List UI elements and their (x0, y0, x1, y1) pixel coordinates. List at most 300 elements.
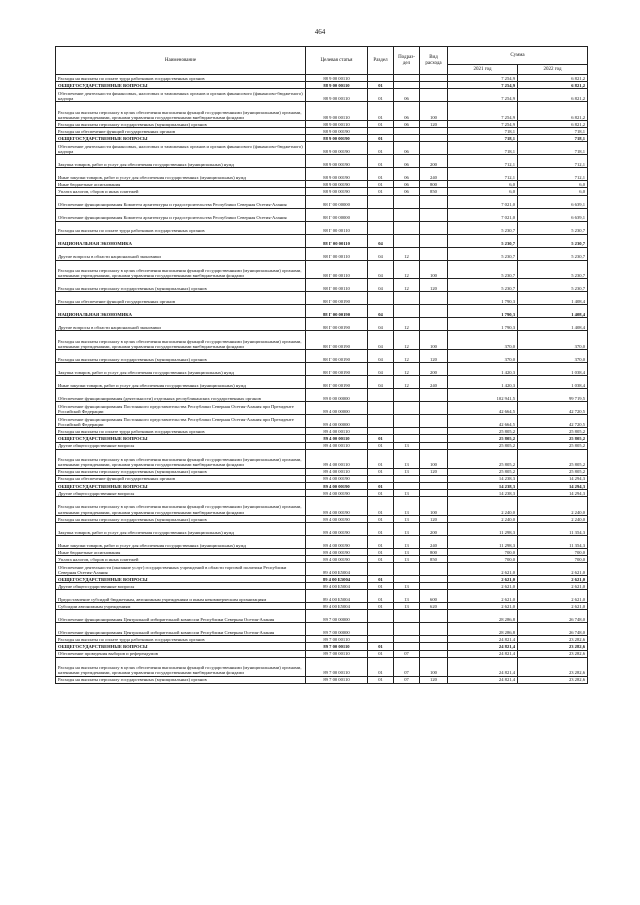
cell-sum-2021: 14 238,3 (448, 475, 518, 482)
cell-sum-2021: 370,0 (448, 331, 518, 350)
cell-sum-2021: 718,1 (448, 128, 518, 135)
cell-sum-2021: 2 621,0 (448, 576, 518, 583)
cell-name: Расходы на выплаты персоналу государственных (муниципальных) органов (56, 350, 306, 363)
cell-subsection: 06 (394, 89, 420, 102)
cell-sum-2022: 370,0 (518, 331, 588, 350)
cell-target: 89 4 00 00000 (306, 415, 368, 428)
cell-expense-type (420, 482, 448, 489)
cell-sum-2021: 700,0 (448, 548, 518, 555)
cell-sum-2022: 6 821,2 (518, 82, 588, 89)
table-row (56, 428, 588, 435)
cell-subsection: 06 (394, 168, 420, 181)
cell-section: 04 (368, 279, 394, 292)
cell-sum-2022: 718,1 (518, 135, 588, 142)
table-row (56, 522, 588, 535)
cell-sum-2021: 2 621,0 (448, 590, 518, 603)
cell-section (368, 195, 394, 208)
table-row (56, 623, 588, 636)
cell-sum-2022: 23 282,6 (518, 643, 588, 650)
cell-sum-2022: 23 282,6 (518, 650, 588, 657)
table-row (56, 535, 588, 548)
table-row (56, 188, 588, 195)
cell-subsection: 07 (394, 676, 420, 683)
cell-section (368, 75, 394, 82)
cell-sum-2021: 718,1 (448, 142, 518, 155)
cell-sum-2021: 2 240,0 (448, 496, 518, 515)
cell-section: 01 (368, 676, 394, 683)
cell-name: Обеспечение функционирования Комитета архитектуры и градостроительства Республики Северная Осетия-Алания (56, 195, 306, 208)
cell-expense-type: 100 (420, 331, 448, 350)
cell-subsection: 13 (394, 515, 420, 522)
cell-target: 89 7 00 00110 (306, 643, 368, 650)
cell-sum-2022: 700,0 (518, 555, 588, 562)
cell-sum-2022: 1 408,4 (518, 292, 588, 305)
cell-sum-2021: 24 821,4 (448, 650, 518, 657)
cell-target: 88 9 00 00110 (306, 102, 368, 121)
cell-subsection (394, 610, 420, 623)
table-row (56, 563, 588, 576)
cell-expense-type: 620 (420, 603, 448, 610)
cell-subsection (394, 402, 420, 415)
table-row (56, 449, 588, 468)
cell-sum-2022: 99 719,5 (518, 389, 588, 402)
cell-sum-2022: 23 282,6 (518, 676, 588, 683)
cell-section: 04 (368, 234, 394, 247)
cell-expense-type: 120 (420, 676, 448, 683)
cell-name: ОБЩЕГОСУДАРСТВЕННЫЕ ВОПРОСЫ (56, 482, 306, 489)
table-row (56, 363, 588, 376)
cell-name: Расходы на выплаты персоналу в целях обеспечения выполнения функций государственными (муниципальными) органами, казенными учреждениями, органами управления государственными внебюджетными фондами (56, 657, 306, 676)
cell-subsection: 13 (394, 468, 420, 475)
cell-target: 88 Г 00 00110 (306, 221, 368, 234)
header-expense-type: Вид расхода (420, 47, 448, 75)
table-row (56, 168, 588, 181)
cell-name: Расходы на выплаты по оплате труда работников государственных органов (56, 221, 306, 234)
cell-name: Закупка товаров, работ и услуг для обеспечения государственных (муниципальных) нужд (56, 363, 306, 376)
cell-sum-2021: 14 238,3 (448, 482, 518, 489)
cell-name: Закупка товаров, работ и услуг для обеспечения государственных (муниципальных) нужд (56, 522, 306, 535)
table-row (56, 402, 588, 415)
cell-sum-2021: 2 621,0 (448, 583, 518, 590)
cell-sum-2022: 5 230,7 (518, 279, 588, 292)
page-number: 464 (314, 28, 326, 36)
table-row (56, 576, 588, 583)
cell-target: 89 4 00 00110 (306, 449, 368, 468)
cell-section: 01 (368, 489, 394, 496)
cell-subsection: 06 (394, 121, 420, 128)
cell-section (368, 128, 394, 135)
cell-section: 01 (368, 522, 394, 535)
cell-target: 88 9 00 00190 (306, 181, 368, 188)
cell-sum-2022: 6,0 (518, 181, 588, 188)
cell-sum-2022: 11 354,3 (518, 535, 588, 548)
cell-section: 01 (368, 89, 394, 102)
header-name: Наименование (56, 47, 306, 75)
cell-subsection (394, 623, 420, 636)
cell-section: 04 (368, 260, 394, 279)
cell-expense-type (420, 195, 448, 208)
cell-section: 01 (368, 442, 394, 449)
cell-sum-2022: 42 720,5 (518, 402, 588, 415)
cell-sum-2021: 1 420,3 (448, 376, 518, 389)
cell-sum-2022: 718,1 (518, 142, 588, 155)
cell-name: ОБЩЕГОСУДАРСТВЕННЫЕ ВОПРОСЫ (56, 576, 306, 583)
cell-expense-type (420, 142, 448, 155)
table-row (56, 75, 588, 82)
cell-section: 04 (368, 305, 394, 318)
cell-expense-type: 600 (420, 590, 448, 603)
cell-sum-2021: 5 230,7 (448, 247, 518, 260)
cell-subsection: 13 (394, 535, 420, 548)
cell-name: Иные бюджетные ассигнования (56, 548, 306, 555)
cell-target: 88 9 00 00190 (306, 142, 368, 155)
table-row (56, 181, 588, 188)
cell-sum-2021: 7 254,9 (448, 102, 518, 121)
cell-name: Другие вопросы в области национальной экономики (56, 247, 306, 260)
cell-section: 01 (368, 468, 394, 475)
table-row (56, 468, 588, 475)
cell-subsection: 13 (394, 590, 420, 603)
cell-subsection (394, 435, 420, 442)
cell-sum-2022: 5 230,7 (518, 260, 588, 279)
cell-subsection (394, 643, 420, 650)
cell-name: НАЦИОНАЛЬНАЯ ЭКОНОМИКА (56, 305, 306, 318)
cell-name: Расходы на выплаты персоналу государственных (муниципальных) органов (56, 279, 306, 292)
table-row (56, 208, 588, 221)
cell-section (368, 636, 394, 643)
cell-expense-type: 850 (420, 188, 448, 195)
cell-sum-2022: 700,0 (518, 548, 588, 555)
cell-name: Расходы на выплаты персоналу государственных (муниципальных) органов (56, 676, 306, 683)
cell-section: 04 (368, 376, 394, 389)
table-row (56, 376, 588, 389)
cell-sum-2022: 712,1 (518, 168, 588, 181)
cell-sum-2021: 25 805,2 (448, 442, 518, 449)
cell-target: 88 9 00 00190 (306, 128, 368, 135)
cell-sum-2021: 1 790,3 (448, 305, 518, 318)
cell-name: Уплата налогов, сборов и иных платежей (56, 555, 306, 562)
cell-section (368, 428, 394, 435)
cell-target: 88 9 00 00190 (306, 155, 368, 168)
cell-subsection (394, 636, 420, 643)
cell-subsection (394, 195, 420, 208)
cell-target: 89 7 00 00110 (306, 676, 368, 683)
cell-expense-type (420, 128, 448, 135)
cell-sum-2021: 7 021,0 (448, 208, 518, 221)
table-row (56, 548, 588, 555)
cell-section: 01 (368, 181, 394, 188)
cell-section: 01 (368, 590, 394, 603)
cell-name: Расходы на выплаты персоналу государственных (муниципальных) органов (56, 121, 306, 128)
cell-name: Иные закупки товаров, работ и услуг для обеспечения государственных (муниципальных) нужд (56, 535, 306, 548)
cell-subsection: 07 (394, 657, 420, 676)
cell-expense-type: 120 (420, 279, 448, 292)
cell-sum-2021: 2 621,0 (448, 603, 518, 610)
cell-section: 01 (368, 583, 394, 590)
cell-expense-type (420, 415, 448, 428)
cell-sum-2022: 5 230,7 (518, 221, 588, 234)
cell-sum-2022: 2 621,0 (518, 563, 588, 576)
cell-target: 88 Г 00 00190 (306, 331, 368, 350)
table-row (56, 155, 588, 168)
table-row (56, 442, 588, 449)
cell-expense-type (420, 135, 448, 142)
cell-sum-2021: 712,1 (448, 168, 518, 181)
cell-target: 88 Г 00 00000 (306, 195, 368, 208)
cell-subsection (394, 576, 420, 583)
cell-target: 89 0 00 00000 (306, 389, 368, 402)
cell-subsection (394, 128, 420, 135)
cell-target: 88 9 00 00110 (306, 82, 368, 89)
cell-sum-2022: 1 038,4 (518, 363, 588, 376)
cell-sum-2021: 11 298,3 (448, 522, 518, 535)
cell-name: Предоставление субсидий бюджетным, автономным учреждениям и иным некоммерческим организациям (56, 590, 306, 603)
cell-expense-type (420, 643, 448, 650)
cell-sum-2021: 1 790,3 (448, 292, 518, 305)
table-row (56, 610, 588, 623)
cell-name: Расходы на выплаты персоналу в целях обеспечения выполнения функций государственными (муниципальными) органами, казенными учреждениями, органами управления государственными внебюджетными фондами (56, 260, 306, 279)
cell-name: Другие общегосударственные вопросы (56, 489, 306, 496)
cell-target: 89 4 00 00190 (306, 515, 368, 522)
cell-name: Расходы на выплаты персоналу в целях обеспечения выполнения функций государственными (муниципальными) органами, казенными учреждениями, органами управления государственными внебюджетными фондами (56, 331, 306, 350)
cell-name: Расходы на выплаты по оплате труда работников государственных органов (56, 636, 306, 643)
cell-expense-type: 240 (420, 535, 448, 548)
cell-expense-type: 800 (420, 548, 448, 555)
cell-subsection: 13 (394, 583, 420, 590)
header-sum: Сумма (448, 47, 588, 65)
cell-target: 89 4 00 00110 (306, 428, 368, 435)
cell-sum-2021: 42 664,5 (448, 402, 518, 415)
cell-target: 88 Г 00 00190 (306, 350, 368, 363)
cell-sum-2021: 7 254,9 (448, 82, 518, 89)
cell-target: 89 7 00 00000 (306, 610, 368, 623)
cell-section (368, 623, 394, 636)
cell-sum-2022: 14 294,3 (518, 475, 588, 482)
cell-expense-type (420, 650, 448, 657)
table-row (56, 496, 588, 515)
cell-target: 89 4 00 00190 (306, 489, 368, 496)
cell-subsection: 13 (394, 442, 420, 449)
cell-sum-2022: 5 230,7 (518, 234, 588, 247)
cell-subsection: 12 (394, 260, 420, 279)
cell-target: 89 4 00 Б5004 (306, 603, 368, 610)
cell-expense-type (420, 305, 448, 318)
table-body (56, 75, 588, 684)
cell-subsection: 12 (394, 376, 420, 389)
cell-expense-type: 850 (420, 555, 448, 562)
table-row (56, 475, 588, 482)
table-row (56, 260, 588, 279)
cell-target: 88 Г 00 00190 (306, 376, 368, 389)
cell-expense-type (420, 576, 448, 583)
cell-sum-2021: 712,1 (448, 155, 518, 168)
cell-subsection: 12 (394, 279, 420, 292)
cell-target: 89 7 00 00110 (306, 636, 368, 643)
cell-expense-type: 100 (420, 449, 448, 468)
cell-sum-2021: 102 941,5 (448, 389, 518, 402)
cell-expense-type (420, 221, 448, 234)
cell-name: Обеспечение деятельности финансовых, налоговых и таможенных органов и органов финансового (финансово-бюджетного) надзора (56, 142, 306, 155)
cell-target: 89 4 00 00190 (306, 482, 368, 489)
cell-target: 89 4 00 00190 (306, 535, 368, 548)
cell-name: Иные бюджетные ассигнования (56, 181, 306, 188)
cell-sum-2022: 370,0 (518, 350, 588, 363)
cell-sum-2022: 26 748,0 (518, 610, 588, 623)
cell-name: Расходы на выплаты по оплате труда работников государственных органов (56, 428, 306, 435)
cell-sum-2021: 25 805,2 (448, 468, 518, 475)
cell-expense-type (420, 563, 448, 576)
cell-sum-2022: 2 621,0 (518, 603, 588, 610)
cell-target: 88 9 00 00190 (306, 135, 368, 142)
cell-expense-type: 100 (420, 260, 448, 279)
table-row (56, 657, 588, 676)
cell-target: 89 4 00 00190 (306, 496, 368, 515)
cell-section (368, 221, 394, 234)
table-row (56, 515, 588, 522)
table-row (56, 555, 588, 562)
cell-expense-type: 100 (420, 496, 448, 515)
cell-sum-2022: 718,1 (518, 128, 588, 135)
cell-expense-type: 200 (420, 363, 448, 376)
cell-sum-2021: 1 790,3 (448, 318, 518, 331)
cell-section: 01 (368, 435, 394, 442)
table-row (56, 489, 588, 496)
cell-target: 89 4 00 00110 (306, 468, 368, 475)
cell-expense-type (420, 623, 448, 636)
cell-sum-2022: 2 621,0 (518, 583, 588, 590)
cell-subsection: 13 (394, 522, 420, 535)
cell-sum-2021: 25 805,2 (448, 435, 518, 442)
budget-table (55, 46, 588, 684)
cell-sum-2021: 24 821,4 (448, 657, 518, 676)
table-row (56, 292, 588, 305)
cell-section: 04 (368, 350, 394, 363)
cell-subsection: 13 (394, 555, 420, 562)
cell-sum-2022: 6 639,1 (518, 208, 588, 221)
cell-section: 01 (368, 643, 394, 650)
cell-sum-2022: 11 354,3 (518, 522, 588, 535)
cell-subsection: 13 (394, 496, 420, 515)
cell-section (368, 292, 394, 305)
cell-sum-2022: 25 805,2 (518, 468, 588, 475)
cell-subsection: 12 (394, 247, 420, 260)
cell-target: 88 Г 00 00000 (306, 208, 368, 221)
table-row (56, 415, 588, 428)
cell-expense-type: 200 (420, 522, 448, 535)
cell-expense-type: 120 (420, 515, 448, 522)
cell-expense-type (420, 636, 448, 643)
cell-expense-type: 100 (420, 102, 448, 121)
cell-target: 89 4 00 00190 (306, 548, 368, 555)
cell-section (368, 610, 394, 623)
cell-sum-2022: 23 282,6 (518, 657, 588, 676)
cell-section (368, 389, 394, 402)
cell-sum-2021: 11 298,3 (448, 535, 518, 548)
cell-section: 01 (368, 121, 394, 128)
cell-subsection (394, 428, 420, 435)
cell-sum-2021: 370,0 (448, 350, 518, 363)
cell-expense-type: 200 (420, 155, 448, 168)
cell-name: Обеспечение деятельности финансовых, налоговых и таможенных органов и органов финансового (финансово-бюджетного) надзора (56, 89, 306, 102)
cell-sum-2022: 5 230,7 (518, 247, 588, 260)
cell-name: ОБЩЕГОСУДАРСТВЕННЫЕ ВОПРОСЫ (56, 135, 306, 142)
cell-subsection: 06 (394, 181, 420, 188)
cell-sum-2021: 5 230,7 (448, 260, 518, 279)
cell-expense-type (420, 247, 448, 260)
cell-sum-2022: 25 805,2 (518, 442, 588, 449)
cell-subsection: 13 (394, 489, 420, 496)
cell-expense-type (420, 234, 448, 247)
cell-sum-2022: 1 408,4 (518, 318, 588, 331)
cell-sum-2022: 1 038,4 (518, 376, 588, 389)
cell-sum-2022: 25 805,2 (518, 435, 588, 442)
cell-expense-type (420, 82, 448, 89)
cell-subsection: 06 (394, 142, 420, 155)
header-year-2022: 2022 год (518, 65, 588, 75)
table-row (56, 643, 588, 650)
cell-expense-type (420, 402, 448, 415)
cell-target: 88 9 00 00190 (306, 168, 368, 181)
table-row (56, 435, 588, 442)
cell-target: 88 Г 00 00190 (306, 363, 368, 376)
cell-target: 89 4 00 Б5004 (306, 590, 368, 603)
cell-name: Расходы на выплаты персоналу в целях обеспечения выполнения функций государственными (муниципальными) органами, казенными учреждениями, органами управления государственными внебюджетными фондами (56, 496, 306, 515)
cell-target: 89 4 00 Б5004 (306, 583, 368, 590)
cell-sum-2021: 5 230,7 (448, 279, 518, 292)
cell-sum-2021: 24 821,4 (448, 636, 518, 643)
cell-expense-type: 800 (420, 181, 448, 188)
cell-name: Уплата налогов, сборов и иных платежей (56, 188, 306, 195)
cell-name: Обеспечение деятельности (оказание услуг) государственных учреждений в области торговой политики Республики Северная Осетия-Алания (56, 563, 306, 576)
cell-section: 04 (368, 247, 394, 260)
cell-target: 89 4 00 00000 (306, 402, 368, 415)
cell-section: 01 (368, 576, 394, 583)
cell-section: 01 (368, 188, 394, 195)
cell-sum-2022: 2 240,0 (518, 515, 588, 522)
table-row (56, 102, 588, 121)
cell-sum-2022: 14 294,3 (518, 482, 588, 489)
cell-section: 04 (368, 318, 394, 331)
cell-expense-type: 240 (420, 168, 448, 181)
table-row (56, 221, 588, 234)
cell-subsection: 07 (394, 650, 420, 657)
cell-section (368, 402, 394, 415)
cell-section: 01 (368, 135, 394, 142)
cell-subsection: 12 (394, 331, 420, 350)
cell-sum-2021: 5 230,7 (448, 221, 518, 234)
cell-subsection (394, 221, 420, 234)
cell-target: 89 4 00 00190 (306, 522, 368, 535)
cell-subsection: 12 (394, 318, 420, 331)
cell-sum-2022: 6,0 (518, 188, 588, 195)
cell-target: 88 Г 00 00110 (306, 279, 368, 292)
cell-section: 01 (368, 82, 394, 89)
cell-sum-2021: 6,0 (448, 181, 518, 188)
cell-name: Обеспечение функционирования Постоянного представительства Республики Северная Осетия-Алания при Президенте Российской Федерации (56, 415, 306, 428)
cell-name: ОБЩЕГОСУДАРСТВЕННЫЕ ВОПРОСЫ (56, 82, 306, 89)
cell-section (368, 415, 394, 428)
cell-target: 88 Г 00 00190 (306, 318, 368, 331)
cell-subsection (394, 75, 420, 82)
cell-target: 89 4 00 00110 (306, 435, 368, 442)
cell-target: 88 Г 00 00110 (306, 234, 368, 247)
cell-name: Иные закупки товаров, работ и услуг для обеспечения государственных (муниципальных) нужд (56, 168, 306, 181)
cell-sum-2022: 6 821,2 (518, 102, 588, 121)
cell-target: 88 Г 00 00190 (306, 292, 368, 305)
cell-target: 89 7 00 00110 (306, 650, 368, 657)
cell-sum-2022: 42 720,5 (518, 415, 588, 428)
table-row (56, 482, 588, 489)
